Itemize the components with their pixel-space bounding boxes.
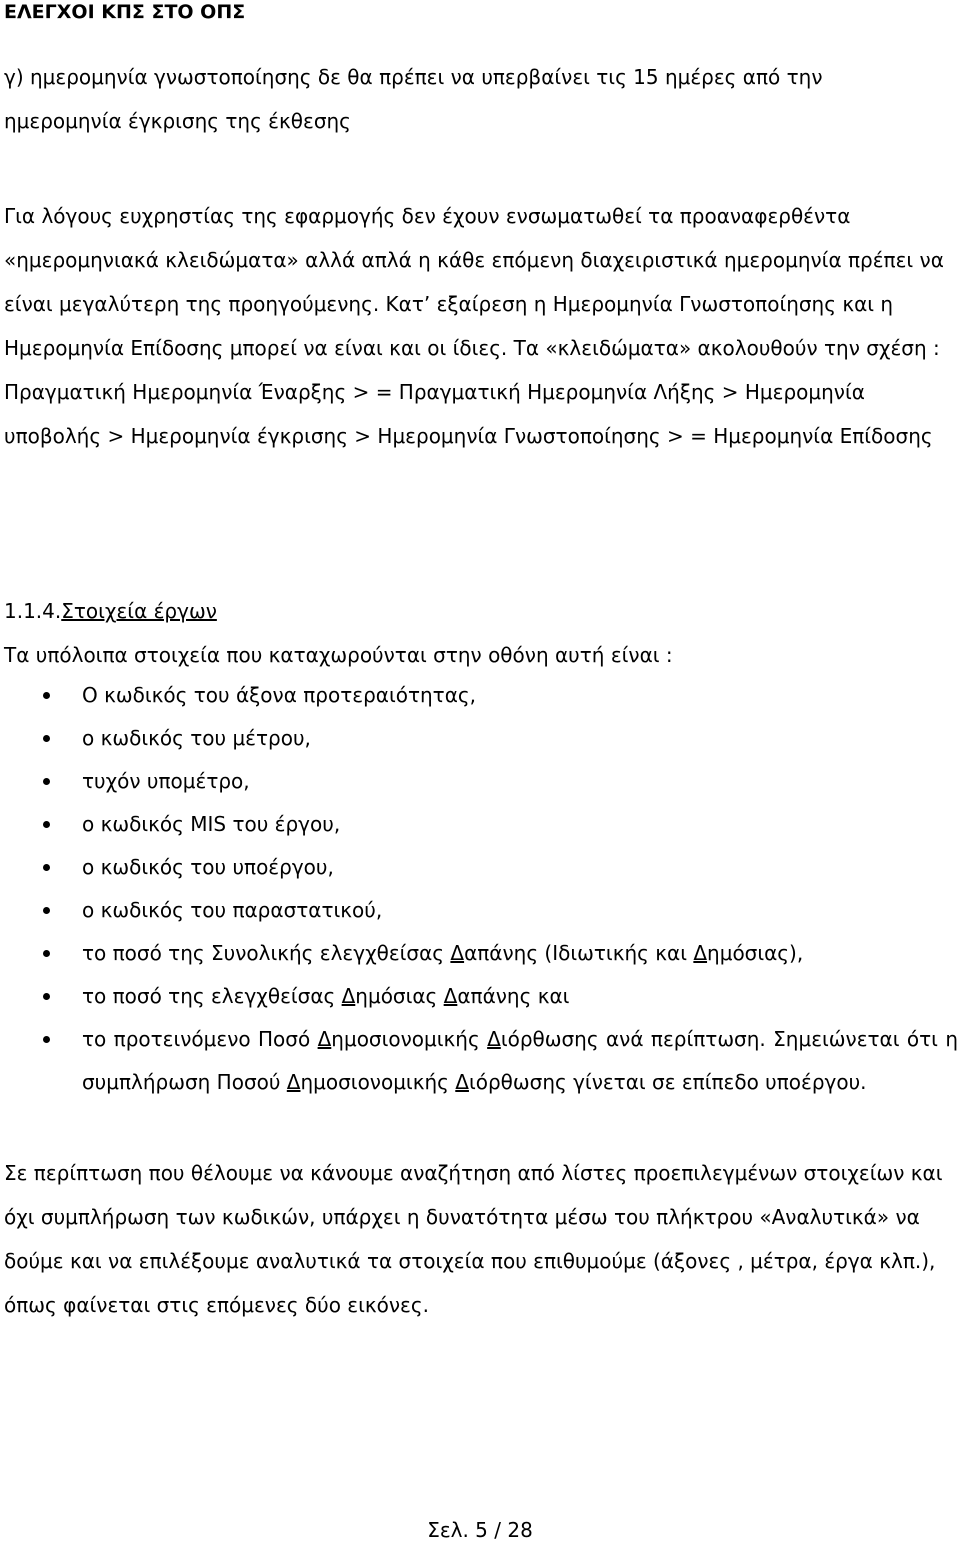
items-list xyxy=(0,674,958,1104)
list-item-text: ο κωδικός MIS του έργου, xyxy=(82,812,341,836)
list-item xyxy=(0,975,958,1018)
text-run: ημοσιονομικής xyxy=(331,1027,488,1051)
paragraph-date-rule: γ) ημερομηνία γνωστοποίησης δε θα πρέπει να υπερβαίνει τις 15 ημέρες από την ημερομηνία έγκρισης της έκθεσης xyxy=(4,65,823,133)
list-item xyxy=(0,760,958,803)
underlined-letter: Δ xyxy=(693,941,708,965)
section-number: 1.1.4. xyxy=(4,599,62,623)
list-item-text: ο κωδικός του υποέργου, xyxy=(82,855,334,879)
text-run: το προτεινόμενο Ποσό xyxy=(82,1027,318,1051)
text-run: το ποσό της Συνολικής ελεγχθείσας xyxy=(82,941,451,965)
text-run: ημόσιας), xyxy=(707,941,804,965)
list-item xyxy=(0,803,958,846)
underlined-letter: Δ xyxy=(286,1070,301,1094)
list-item xyxy=(0,889,958,932)
text-run: ημοσιονομικής xyxy=(300,1070,456,1094)
list-item xyxy=(0,674,958,717)
text-run: ημόσιας xyxy=(355,984,444,1008)
section-title: Στοιχεία έργων xyxy=(61,599,217,623)
bullet-icon xyxy=(43,993,50,1000)
text-run: απάνης και xyxy=(457,984,570,1008)
list-item-text: ο κωδικός του μέτρου, xyxy=(82,726,311,750)
list-item xyxy=(0,1018,958,1104)
page-number: Σελ. 5 / 28 xyxy=(427,1518,533,1542)
list-item-text xyxy=(82,941,803,965)
document-header: ΕΛΕΓΧΟΙ ΚΠΣ ΣΤΟ ΟΠΣ xyxy=(4,1,246,23)
text-run: ιόρθωσης ανά περίπτωση. Σημειώνεται ότι η συμπλήρωση Ποσού xyxy=(82,1027,959,1094)
bullet-icon xyxy=(43,950,50,957)
list-item-text: ο κωδικός του παραστατικού, xyxy=(82,898,383,922)
paragraph-search-lists: Σε περίπτωση που θέλουμε να κάνουμε αναζήτηση από λίστες προεπιλεγμένων στοιχείων και όχι συμπλήρωση των κωδικών, υπάρχει η δυνατότητα μέσω του πλήκτρου «Αναλυτικά» να δούμε και να επιλέξουμε αναλυτικά τα στοιχεία που επιθυμούμε (άξονες , μέτρα, έργα κλπ.), όπως φαίνεται στις επόμενες δύο εικόνες. xyxy=(4,1161,943,1317)
section-heading xyxy=(4,589,944,633)
list-item xyxy=(0,932,958,975)
list-item-text: Ο κωδικός του άξονα προτεραιότητας, xyxy=(82,683,476,707)
bullet-icon xyxy=(43,1036,50,1043)
paragraph-items-intro: Τα υπόλοιπα στοιχεία που καταχωρούνται στην οθόνη αυτή είναι : xyxy=(4,643,673,667)
bullet-icon xyxy=(43,692,50,699)
list-item-text: τυχόν υπομέτρο, xyxy=(82,769,250,793)
underlined-letter: Δ xyxy=(450,941,465,965)
underlined-letter: Δ xyxy=(487,1027,501,1051)
bullet-icon xyxy=(43,778,50,785)
bullet-icon xyxy=(43,735,50,742)
list-item xyxy=(0,717,958,760)
underlined-letter: Δ xyxy=(317,1027,332,1051)
text-run: απάνης (Ιδιωτικής και xyxy=(464,941,694,965)
list-item-text xyxy=(82,1018,958,1104)
underlined-letter: Δ xyxy=(341,984,356,1008)
text-run: ιόρθωσης γίνεται σε επίπεδο υποέργου. xyxy=(468,1070,867,1094)
paragraph-date-locks: Για λόγους ευχρηστίας της εφαρμογής δεν έχουν ενσωματωθεί τα προαναφερθέντα «ημερομηνιακά κλειδώματα» αλλά απλά η κάθε επόμενη διαχειριστικά ημερομηνία πρέπει να είναι μεγαλύτερη της προηγούμενης. Κατ’ εξαίρεση η Ημερομηνία Γνωστοποίησης και η Ημερομηνία Επίδοσης μπορεί να είναι και οι ίδιες. Τα «κλειδώματα» ακολουθούν την σχέση : Πραγματική Ημερομηνία Έναρξης > = Πραγματική Ημερομηνία Λήξης > Ημερομηνία υποβολής > Ημερομηνία έγκρισης > Ημερομηνία Γνωστοποίησης > = Ημερομηνία Επίδοσης xyxy=(4,204,944,448)
list-item xyxy=(0,846,958,889)
bullet-icon xyxy=(43,821,50,828)
list-item-text xyxy=(82,984,569,1008)
bullet-icon xyxy=(43,907,50,914)
text-run: το ποσό της ελεγχθείσας xyxy=(82,984,342,1008)
bullet-icon xyxy=(43,864,50,871)
underlined-letter: Δ xyxy=(455,1070,469,1094)
underlined-letter: Δ xyxy=(443,984,458,1008)
